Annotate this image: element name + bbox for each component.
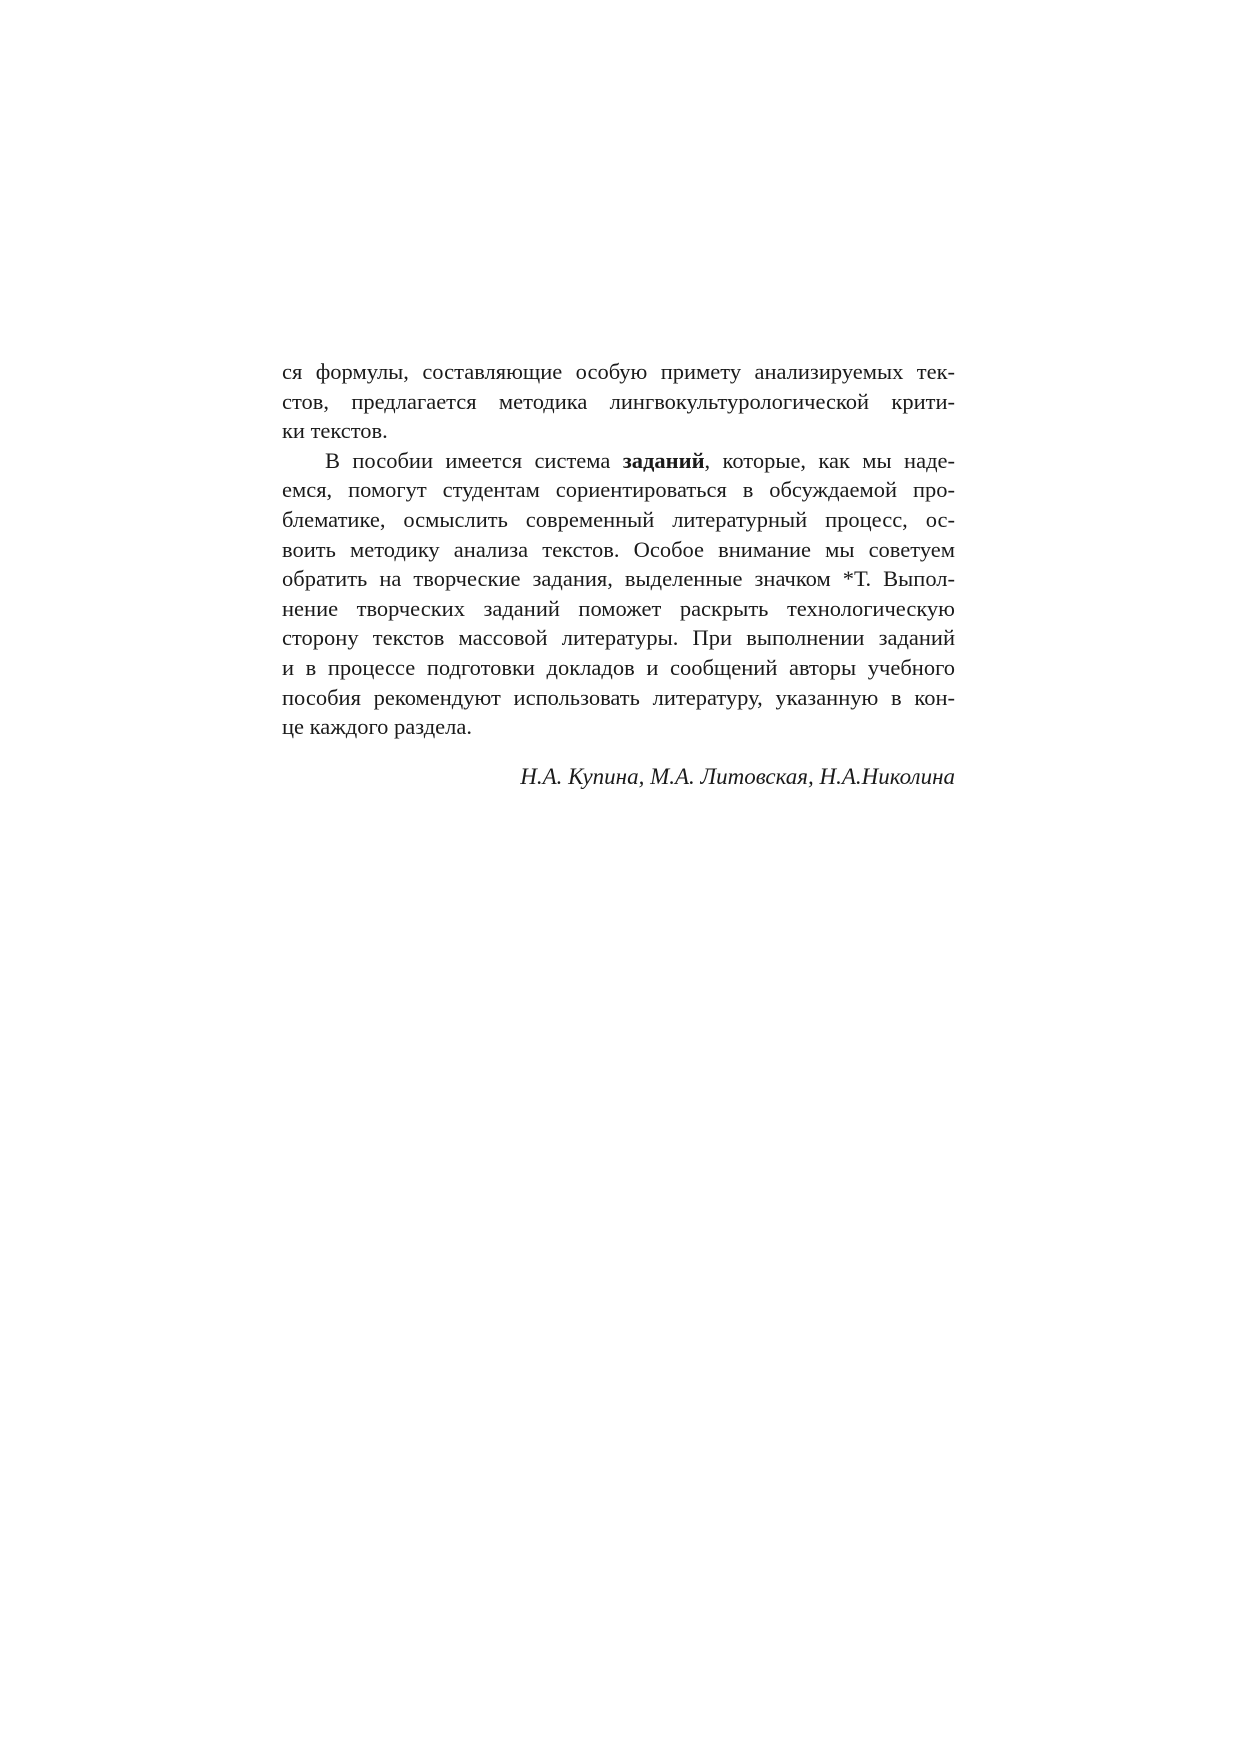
authors-signature: Н.А. Купина, М.А. Литовская, Н.А.Николина [520,763,955,789]
paragraph-line [282,446,955,476]
text-run: В пособии имеется система [325,447,623,473]
paragraph-line: ки текстов. [282,418,388,444]
paragraph-line: стов, предлагается методика лингвокультурологической крити- [282,388,955,414]
paragraph-line: блематике, осмыслить современный литературный процесс, ос- [282,506,955,532]
preface-text [282,357,955,791]
bold-term: заданий [622,447,705,473]
paragraph-line: пособия рекомендуют использовать литературу, указанную в кон- [282,684,955,710]
text-run: , которые, как мы наде- [704,447,955,473]
paragraph-line: сторону текстов массовой литературы. При выполнении заданий [282,625,955,651]
paragraph-line: нение творческих заданий поможет раскрыть технологическую [282,595,955,621]
paragraph-line: ся формулы, составляющие особую примету анализируемых тек- [282,359,955,384]
paragraph-line: воить методику анализа текстов. Особое внимание мы советуем [282,536,955,562]
paragraph-line: обратить на творческие задания, выделенные значком *Т. Выпол- [282,566,955,592]
paragraph-line: и в процессе подготовки докладов и сообщений авторы учебного [282,654,955,680]
paragraph-line: це каждого раздела. [282,714,473,740]
paragraph-line: емся, помогут студентам сориентироваться в обсуждаемой про- [282,477,955,503]
